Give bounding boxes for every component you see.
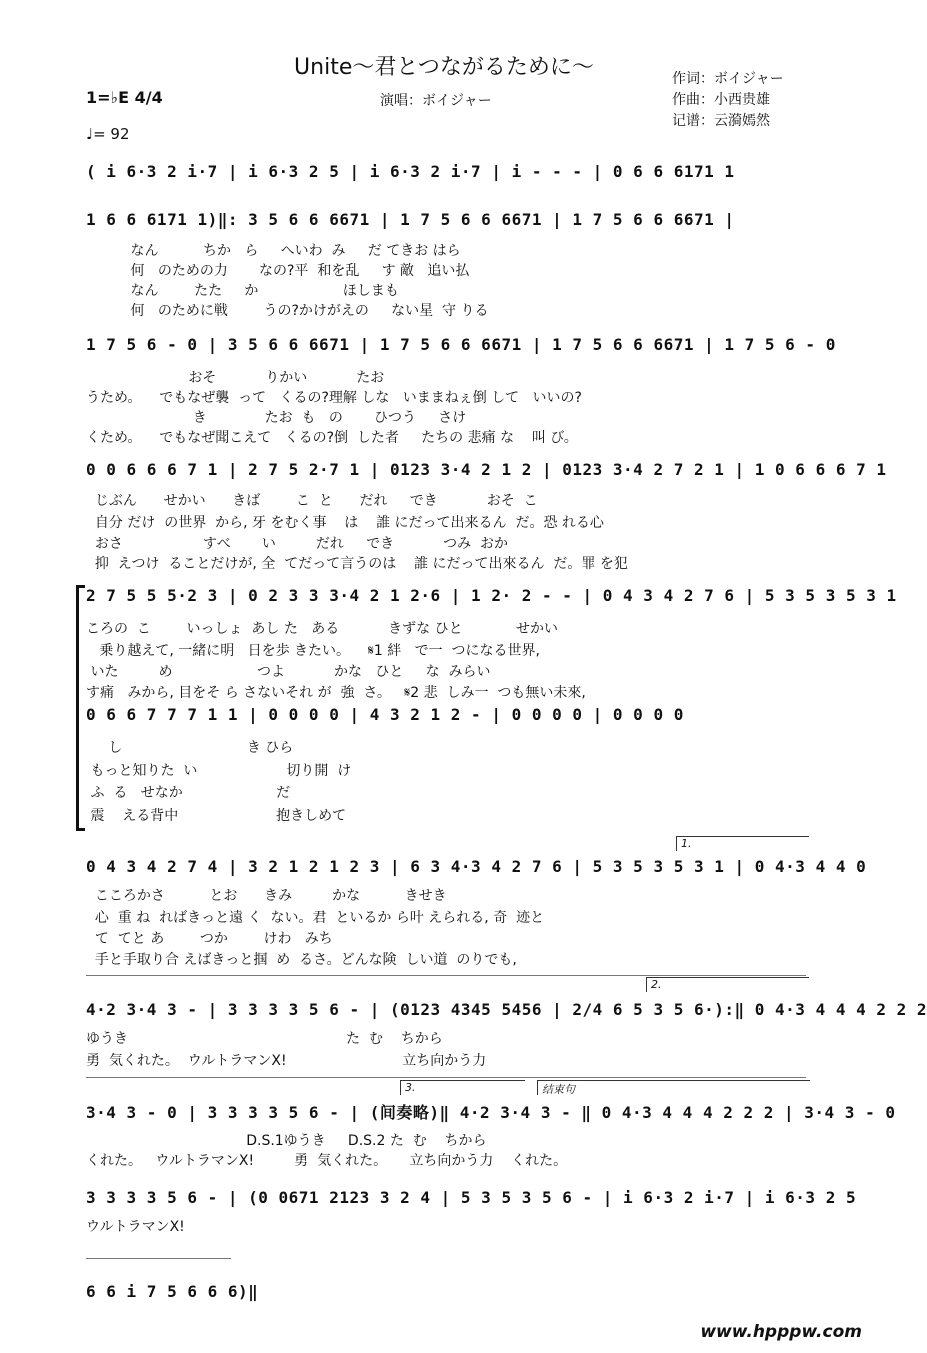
staff-line-4: 0 0 6 6 6 7 1 | 2 7 5 2·7 1 | 0123 3·4 2 1 2 | 0123 3·4 2 7 2 1 | 1 0 6 6 6 7 1 <box>86 460 887 479</box>
tempo-marking: ♩= 92 <box>86 125 130 143</box>
section-divider <box>86 1077 806 1078</box>
key-signature: 1=♭E 4/4 <box>86 88 163 107</box>
lyric-line: うため。 でもなぜ襲 って くるの?理解 しな いままねぇ倒 して いいの? <box>86 390 582 406</box>
lyric-line: じぶん せかい きば こ と だれ でき おそ こ <box>86 493 538 509</box>
staff-line-9: 3·4 3 - 0 | 3 3 3 3 5 6 - | (间奏略)‖ 4·2 3·4 3 - ‖ 0 4·3 4 4 4 2 2 2 | 3·4 3 - 0 <box>86 1103 896 1122</box>
staff-line-6: 0 6 6 7 7 7 1 1 | 0 0 0 0 | 4 3 2 1 2 - | 0 0 0 0 | 0 0 0 0 <box>86 705 684 724</box>
staff-line-10: 3 3 3 3 5 6 - | (0 0671 2123 3 2 4 | 5 3 5 3 5 6 - | i 6·3 2 i·7 | i 6·3 2 5 <box>86 1188 857 1207</box>
volta-bracket-3: 3. <box>400 1080 525 1095</box>
lyricist-credit: 作词：ボイジャー <box>672 71 784 87</box>
lyric-line: いた め つよ かな ひと な みらい <box>86 664 491 680</box>
lyric-line: なん たた か ほしまも <box>86 283 399 299</box>
lyric-line: ゆうき た む ちから <box>86 1031 443 1047</box>
song-title: Unite～君とつながるために～ <box>294 55 594 80</box>
lyric-line: くれた。 ウルトラマンX! 勇 気くれた。 立ち向かう力 くれた。 <box>86 1153 568 1169</box>
lyric-line: 何 のために戦 うの?かけがえの ない星 守 りる <box>86 303 489 319</box>
lyric-line: 心 重 ね ればきっと遠 く ない。君 といるか ら叶 えられる, 奇 迹と <box>86 910 545 926</box>
transcriber-credit: 记谱：云漪嫣然 <box>672 113 770 129</box>
lyric-line: くため。 でもなぜ聞こえて くるの?倒 した者 たちの 悲痛 な 叫 び。 <box>86 430 578 446</box>
lyric-line: おさ すべ い だれ でき つみ おか <box>86 536 509 552</box>
verse-bracket <box>76 585 85 831</box>
staff-line-2: 1 6 6 6171 1)‖: 3 5 6 6 6671 | 1 7 5 6 6 6671 | 1 7 5 6 6 6671 | <box>86 210 735 229</box>
staff-line-11: 6 6 i 7 5 6 6 6)‖ <box>86 1282 259 1301</box>
lyric-line: 乗り越えて, 一緒に明 日を歩 きたい。 𝄋1 絆 で一 つになる世界, <box>86 643 540 659</box>
staff-line-5: 2 7 5 5 5·2 3 | 0 2 3 3 3·4 2 1 2·6 | 1 2· 2 - - | 0 4 3 4 2 7 6 | 5 3 5 3 5 3 1 <box>86 586 897 605</box>
lyric-line: ふ る せなか だ <box>86 785 291 801</box>
lyric-line: 何 のための力 なの?平 和を乱 す 敵 追い払 <box>86 263 470 279</box>
lyric-line: なん ちか ら へいわ み だ てきお はら <box>86 243 461 259</box>
lyric-line: す痛 みから, 目をそ ら さないそれ が 強 さ。 𝄋2 悲 しみ一 つも無い未來, <box>86 685 586 701</box>
lyric-line: ころの こ いっしょ あし た ある きずな ひと せかい <box>86 621 559 637</box>
staff-line-1: ( i 6·3 2 i·7 | i 6·3 2 5 | i 6·3 2 i·7 | i - - - | 0 6 6 6171 1 <box>86 162 735 181</box>
singer-credit: 演唱：ボイジャー <box>380 93 492 109</box>
lyric-line: こころかさ とお きみ かな きせき <box>86 888 447 904</box>
lyric-line: 勇 気くれた。 ウルトラマンX! 立ち向かう力 <box>86 1053 487 1069</box>
staff-line-8: 4·2 3·4 3 - | 3 3 3 3 5 6 - | (0123 4345 5456 | 2/4 6 5 3 5 6·):‖ 0 4·3 4 4 4 2 2 2 <box>86 1000 927 1019</box>
lyric-line: 自分 だけ の世界 から, 牙 をむく事 は 誰 にだって出来るん だ。恐 れる心 <box>86 515 604 531</box>
lyric-line: ウルトラマンX! <box>86 1219 185 1235</box>
ending-bracket: 结束句 <box>537 1080 810 1095</box>
lyric-line: おそ りかい たお <box>86 370 385 386</box>
section-divider <box>86 975 806 976</box>
section-divider <box>86 1258 231 1259</box>
lyric-line: き たお も の ひつう さけ <box>86 410 467 426</box>
lyric-line: 震 える背中 抱きしめて <box>86 808 347 824</box>
lyric-line: 手と手取り合 えばきっと掴 め るさ。どんな険 しい道 のりでも, <box>86 952 517 968</box>
staff-line-3: 1 7 5 6 - 0 | 3 5 6 6 6671 | 1 7 5 6 6 6671 | 1 7 5 6 6 6671 | 1 7 5 6 - 0 <box>86 335 836 354</box>
volta-bracket-1: 1. <box>676 836 809 851</box>
lyric-line: もっと知りた い 切り開 け <box>86 763 352 779</box>
lyric-line: D.S.1ゆうき D.S.2 た む ちから <box>86 1133 487 1149</box>
volta-bracket-2: 2. <box>646 977 809 992</box>
lyric-line: て てと あ つか けわ みち <box>86 931 333 947</box>
site-watermark: www.hpppw.com <box>700 1322 862 1342</box>
composer-credit: 作曲：小西贵雄 <box>672 92 770 108</box>
staff-line-7: 0 4 3 4 2 7 4 | 3 2 1 2 1 2 3 | 6 3 4·3 4 2 7 6 | 5 3 5 3 5 3 1 | 0 4·3 4 4 0 <box>86 857 867 876</box>
lyric-line: 抑 えつけ ることだけが, 全 てだって言うのは 誰 にだって出來るん だ。罪 を犯 <box>86 556 628 572</box>
lyric-line: し き ひら <box>86 740 294 756</box>
